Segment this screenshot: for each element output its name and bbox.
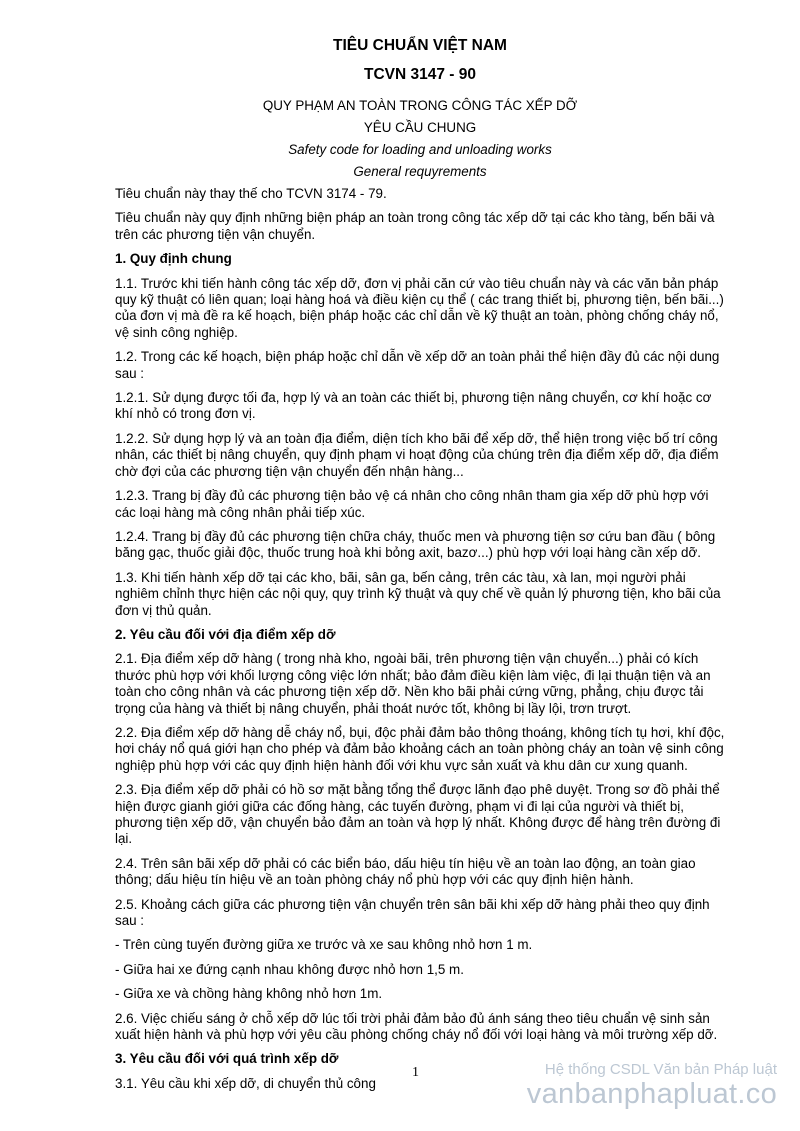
- document-body: [115, 186, 725, 1092]
- paragraph: 2.2. Địa điểm xếp dỡ hàng dễ cháy nổ, bụi, độc phải đảm bảo thông thoáng, không tích tụ hơi, khí độc, hơi cháy nổ quá giới hạn cho phép và đảm bảo khoảng cách an toàn phòng cháy an toàn vệ sinh công nghiệp phù hợp với các quy định hiện hành đối với khu vực sản xuất và khu dân cư xung quanh.: [115, 724, 725, 773]
- paragraph: - Trên cùng tuyến đường giữa xe trước và xe sau không nhỏ hơn 1 m.: [115, 937, 533, 953]
- paragraph: 1.1. Trước khi tiến hành công tác xếp dỡ, đơn vị phải căn cứ vào tiêu chuẩn này và các văn bản pháp quy kỹ thuật có liên quan; loại hàng hoá và điều kiện cụ thể ( các trang thiết bị, phương tiện, bến bãi...) của đơn vị mà đề ra kế hoạch, biện pháp hoặc các chỉ dẫn về kỹ thuật an toàn, phòng chống cháy nổ, vệ sinh công nghiệp.: [115, 275, 724, 340]
- paragraph: 2.1. Địa điểm xếp dỡ hàng ( trong nhà kho, ngoài bãi, trên phương tiện vận chuyển...) phải có kích thước phù hợp với khối lượng công việc lớn nhất; bảo đảm điều kiện làm việc, đi lại thuận tiện và an toàn cho công nhân và các phương tiện xếp dỡ. Nền kho bãi phải cứng vững, phẳng, chịu được tải trọng của hàng và thiết bị nâng chuyển, phải thoát nước tốt, không bị lầy lội, trơn trượt.: [115, 651, 711, 716]
- doc-english-title: Safety code for loading and unloading works: [288, 142, 552, 157]
- paragraph: - Giữa xe và chồng hàng không nhỏ hơn 1m.: [115, 986, 383, 1002]
- paragraph: 2.5. Khoảng cách giữa các phương tiện vận chuyển trên sân bãi khi xếp dỡ hàng phải theo quy định sau :: [115, 896, 710, 929]
- doc-english-subtitle: General requyrements: [353, 164, 487, 179]
- paragraph: 2.6. Việc chiếu sáng ở chỗ xếp dỡ lúc tối trời phải đảm bảo đủ ánh sáng theo tiêu chuẩn vệ sinh sản xuất hiện hành và phù hợp với yêu cầu phòng chống cháy nổ đối với loại hàng và môi trường xếp dỡ.: [115, 1010, 718, 1043]
- paragraph: 1.2.1. Sử dụng được tối đa, hợp lý và an toàn các thiết bị, phương tiện nâng chuyển, cơ khí hoặc cơ khí nhỏ có trong đơn vị.: [115, 390, 712, 422]
- section-heading: 3. Yêu cầu đối với quá trình xếp dỡ: [115, 1051, 339, 1067]
- watermark-line-1: Hệ thống CSDL Văn bản Pháp luật: [544, 1061, 777, 1078]
- paragraph: - Giữa hai xe đứng cạnh nhau không được nhỏ hơn 1,5 m.: [115, 961, 464, 977]
- doc-title: QUY PHẠM AN TOÀN TRONG CÔNG TÁC XẾP DỠ: [262, 98, 578, 113]
- paragraph: 3.1. Yêu cầu khi xếp dỡ, di chuyển thủ công: [115, 1075, 376, 1091]
- paragraph: 1.2.4. Trang bị đầy đủ các phương tiện chữa cháy, thuốc men và phương tiện sơ cứu ban đầu ( bông băng gạc, thuốc giải độc, thuốc trung hoà khi bỏng axit, bazơ...) phù hợp với loại hàng cần xếp dỡ.: [115, 528, 716, 561]
- paragraph: 1.2. Trong các kế hoạch, biện pháp hoặc chỉ dẫn về xếp dỡ an toàn phải thể hiện đầy đủ các nội dung sau :: [115, 349, 720, 381]
- doc-code-heading: TCVN 3147 - 90: [364, 66, 476, 83]
- doc-org-heading: TIÊU CHUẨN VIỆT NAM: [333, 37, 507, 54]
- paragraph: 2.4. Trên sân bãi xếp dỡ phải có các biển báo, dấu hiệu tín hiệu về an toàn lao động, an toàn giao thông; dấu hiệu tín hiệu về an toàn phòng cháy nổ phù hợp với các quy định hiện hành.: [115, 855, 696, 888]
- paragraph: 1.3. Khi tiến hành xếp dỡ tại các kho, bãi, sân ga, bến cảng, trên các tàu, xà lan, mọi người phải nghiêm chỉnh thực hiện các nội quy, quy trình kỹ thuật và quy chế về quản lý phương tiện, kho bãi của đơn vị thủ quản.: [115, 569, 721, 618]
- watermark-site: vanbanphapluat.co: [526, 1078, 777, 1110]
- section-heading: 2. Yêu cầu đối với địa điểm xếp dỡ: [115, 626, 336, 642]
- paragraph: 2.3. Địa điểm xếp dỡ phải có hồ sơ mặt bằng tổng thể được lãnh đạo phê duyệt. Trong sơ đồ phải thể hiện được gianh giới giữa các đống hàng, các tuyến đường, phạm vi đi lại của người và thiết bị, phương tiện xếp dỡ, vận chuyển bảo đảm an toàn và hợp lý nhất. Không được để hàng trên đường đi lại.: [115, 782, 721, 847]
- paragraph: 1.2.2. Sử dụng hợp lý và an toàn địa điểm, diện tích kho bãi để xếp dỡ, thể hiện trong việc bố trí công nhân, các thiết bị nâng chuyển, quy định phạm vi hoạt động của chúng trên địa điểm xếp dỡ, địa điểm chờ đợi của các phương tiện vận chuyển đến nhận hàng...: [115, 430, 719, 479]
- page-number: 1: [412, 1065, 419, 1080]
- paragraph: Tiêu chuẩn này quy định những biện pháp an toàn trong công tác xếp dỡ tại các kho tàng, bến bãi và trên các phương tiện vận chuyển.: [115, 210, 715, 242]
- section-heading: 1. Quy định chung: [115, 251, 232, 267]
- doc-subtitle: YÊU CẦU CHUNG: [363, 120, 477, 135]
- document-page: [115, 37, 725, 1100]
- paragraph: Tiêu chuẩn này thay thế cho TCVN 3174 - 79.: [115, 186, 387, 201]
- paragraph: 1.2.3. Trang bị đầy đủ các phương tiện bảo vệ cá nhân cho công nhân tham gia xếp dỡ phù hợp với các loại hàng mà công nhân phải tiếp xúc.: [115, 488, 709, 520]
